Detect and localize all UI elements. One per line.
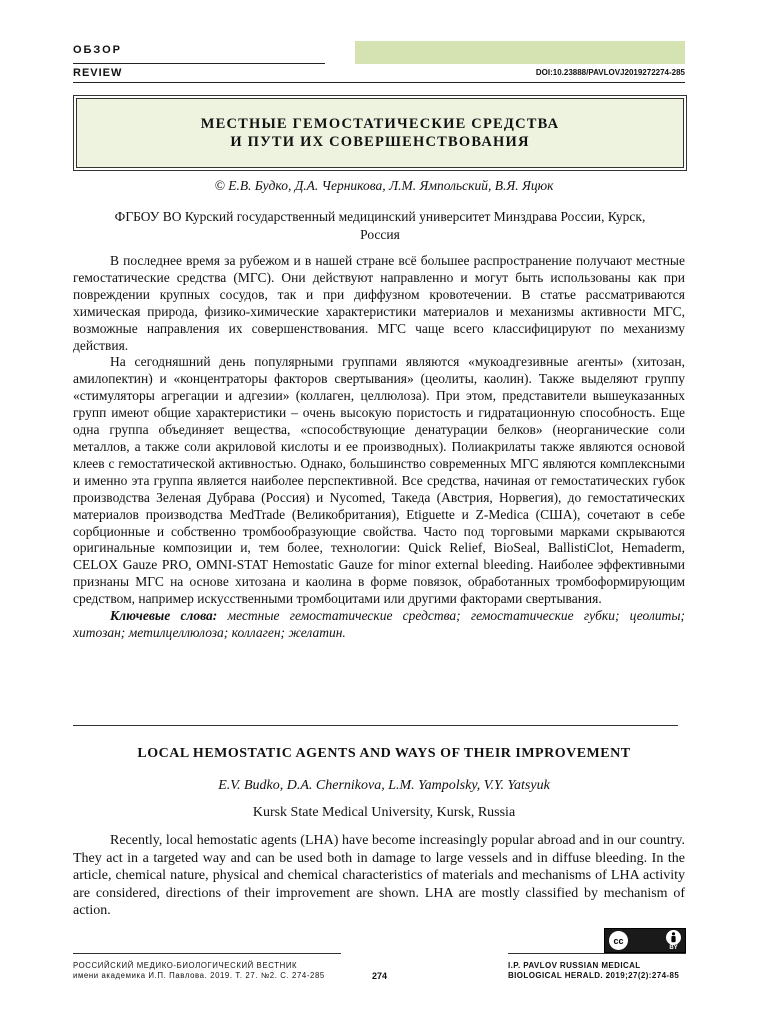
abstract-ru-paragraph-2: На сегодняшний день популярными группами являются «мукоадгезивные агенты» (хитозан, амилопектин) и «концентраторы факторов свертывания» (цеолиты, каолин). Также выделяют группу «стимуляторы агрегации и адгезии» (коллаген, целлюлоза). При этом, представители вышеуказанных групп имеют общие характеристики – очень высокую пористость и гидратационную способность. Еще одна группа объединяет вещества, «способствующие денатурации белков» (неорганические соли металлов, а также соли акриловой кислоты и ее производных). Полиакрилаты также являются основой клеев с гемостатической активностью. Однако, большинство современных МГС являются комплексными и именно эта группа является наиболее перспективной. Все средства, начиная от гемостатических губок производства Зеленая Дубрава (Россия) и Nycomed, Такеда (Австрия, Норвегия), до гемостатических материалов производства MedTrade (Великобритания), Etiguette и Z-Medica (США), сочетают в себе сорбционные и собственно тромбообразующие свойства. Часто под торговыми марками скрываются оригинальные композиции и, тем более, технологии: Quick Relief, BioSeal, BallistiClot, Hemaderm, CELOX Gauze PRO, OMNI-STAT Hemostatic Gauze for minor external bleeding. Наиболее эффективными признаны МГС на основе хитозана и каолина в форме повязок, обработанных тромбоформирующим средством, например искусственными тромбоцитами или другими факторами свертывания. xyxy=(73,354,685,607)
title-box-ru xyxy=(76,98,684,168)
header-color-band xyxy=(355,41,685,64)
doi-label: DOI:10.23888/PAVLOVJ2019272274-285 xyxy=(535,68,685,77)
footer-journal-ru-line2: имени академика И.П. Павлова. 2019. Т. 27. №2. С. 274-285 xyxy=(73,971,325,980)
footer-journal-ru-line1: РОССИЙСКИЙ МЕДИКО-БИОЛОГИЧЕСКИЙ ВЕСТНИК xyxy=(73,961,298,970)
title-ru-line2: И ПУТИ ИХ СОВЕРШЕНСТВОВАНИЯ xyxy=(230,134,530,150)
cc-by-license-badge[interactable] xyxy=(604,928,686,953)
affiliation-en: Kursk State Medical University, Kursk, Russia xyxy=(252,805,516,820)
abstract-ru xyxy=(73,253,685,642)
creative-commons-icon: cc xyxy=(609,931,628,950)
footer-divider-left xyxy=(73,953,341,954)
header-divider-short xyxy=(73,63,325,64)
section-label-ru: ОБЗОР xyxy=(73,44,122,56)
title-ru-line1: МЕСТНЫЕ ГЕМОСТАТИЧЕСКИЕ СРЕДСТВА xyxy=(200,116,560,132)
title-en: LOCAL HEMOSTATIC AGENTS AND WAYS OF THEIR IMPROVEMENT xyxy=(137,746,631,761)
footer-divider-right xyxy=(508,953,686,954)
authors-ru: © Е.В. Будко, Д.А. Черникова, Л.М. Ямпольский, В.Я. Яцюк xyxy=(214,178,554,193)
person-glyph-icon xyxy=(669,932,678,943)
abstract-en-paragraph-1: Recently, local hemostatic agents (LHA) have become increasingly popular abroad and in our country. They act in a targeted way and can be used both in damage to large vessels and in diffuse bleeding. In the article, chemical nature, physical and chemical characteristics of materials and mechanisms of LHA activity are considered, directions of their improvement are shown. LHA are mostly classified by mechanism of action. xyxy=(73,833,685,919)
affiliation-ru: ФГБОУ ВО Курский государственный медицинский университет Минздрава России, Курск, Россия xyxy=(114,209,646,242)
section-separator xyxy=(73,725,678,726)
keywords-ru-list: местные гемостатические средства; гемостатические губки; цеолиты; хитозан; метилцеллюлоза; коллаген; желатин. xyxy=(73,608,685,640)
license-by-label: BY xyxy=(669,945,678,951)
keywords-ru-label: Ключевые слова: xyxy=(110,608,218,624)
keywords-ru xyxy=(73,608,685,642)
authors-en: E.V. Budko, D.A. Chernikova, L.M. Yampolsky, V.Y. Yatsyuk xyxy=(218,778,550,793)
footer-journal-ru xyxy=(73,961,325,981)
attribution-by xyxy=(666,930,681,951)
footer-journal-en xyxy=(508,961,679,981)
footer-journal-en-line1: I.P. PAVLOV RUSSIAN MEDICAL xyxy=(508,961,641,970)
footer-journal-en-line2: BIOLOGICAL HERALD. 2019;27(2):274-85 xyxy=(508,971,680,980)
abstract-ru-paragraph-1: В последнее время за рубежом и в нашей стране всё большее распространение получают местные гемостатические средства (МГС). Они действуют направленно и могут быть использованы как при повреждении крупных сосудов, так и при диффузном кровотечении. В статье рассматриваются химическая природа, физико-химические характеристики материалов и механизмы активности МГС, возможные направления их совершенствования. МГС чаще всего классифицируют по механизму действия. xyxy=(73,253,685,353)
attribution-person-icon xyxy=(666,930,681,945)
section-label-en: REVIEW xyxy=(73,67,123,79)
abstract-en xyxy=(73,832,685,920)
header-divider-long xyxy=(73,82,685,83)
page-number: 274 xyxy=(372,971,388,981)
